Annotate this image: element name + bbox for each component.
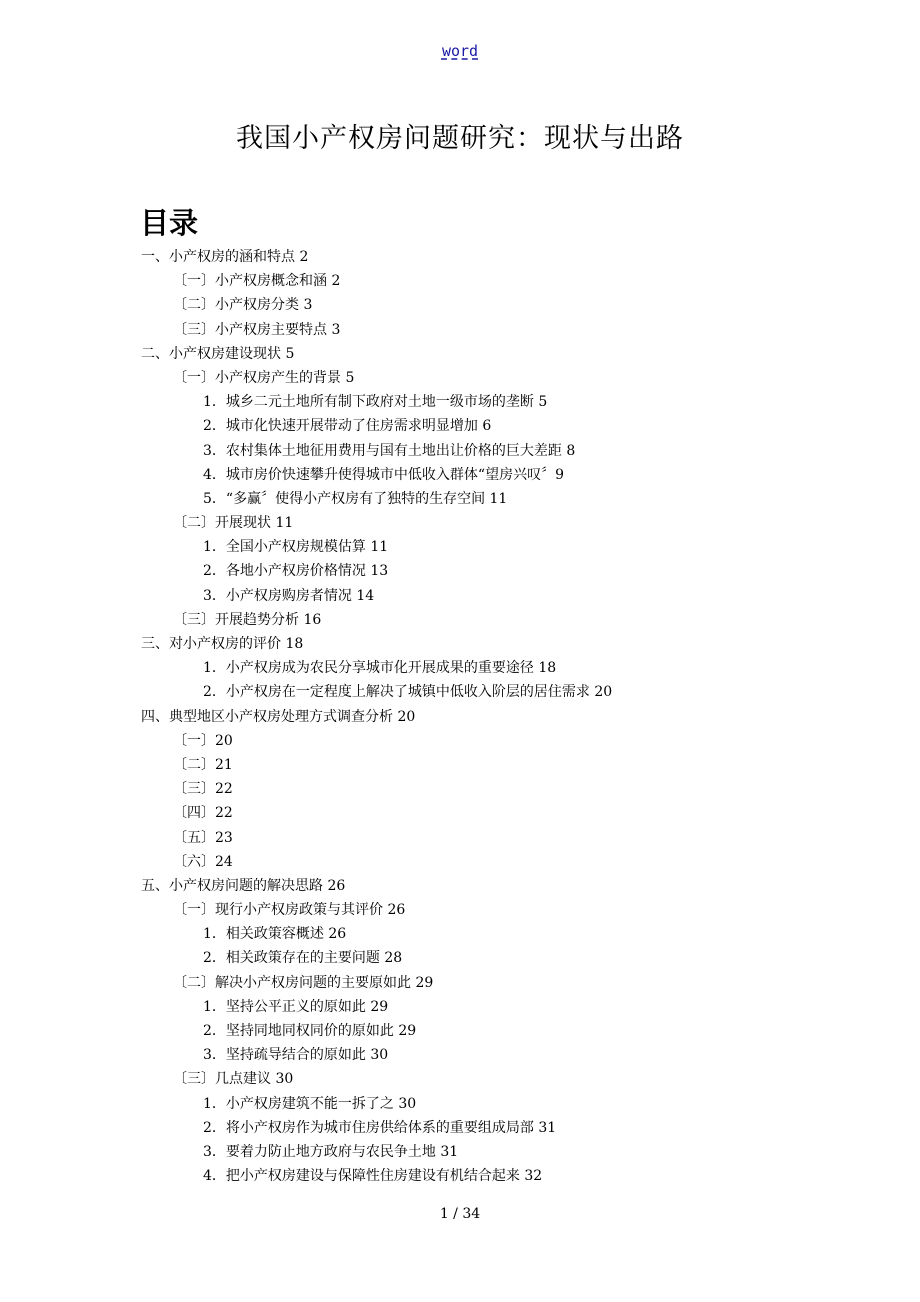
toc-entry-level-2[interactable]: 〔一〕20 xyxy=(173,732,233,749)
toc-entry-level-3[interactable]: 2．将小产权房作为城市住房供给体系的重要组成局部 31 xyxy=(203,1119,557,1136)
toc-entry-level-3[interactable]: 4．把小产权房建设与保障性住房建设有机结合起来 32 xyxy=(203,1168,543,1185)
toc-entry-level-3[interactable]: 1．坚持公平正义的原如此 29 xyxy=(203,998,389,1015)
toc-entry-level-3[interactable]: 2．相关政策存在的主要问题 28 xyxy=(203,950,403,967)
toc-entry-level-3[interactable]: 5．“多赢〞使得小产权房有了独特的生存空间 11 xyxy=(203,490,508,507)
table-of-contents xyxy=(0,245,920,1188)
toc-entry-level-2[interactable]: 〔三〕开展趋势分析 16 xyxy=(173,611,322,628)
toc-entry-level-1[interactable]: 四、典型地区小产权房处理方式调查分析 20 xyxy=(141,708,416,725)
toc-entry-level-2[interactable]: 〔一〕小产权房产生的背景 5 xyxy=(173,369,355,386)
toc-entry-level-3[interactable]: 1．小产权房建筑不能一拆了之 30 xyxy=(203,1095,417,1112)
toc-entry-level-2[interactable]: 〔二〕解决小产权房问题的主要原如此 29 xyxy=(173,974,434,991)
page-indicator: 1 / 34 xyxy=(439,1206,481,1222)
toc-entry-level-3[interactable]: 2．坚持同地同权同价的原如此 29 xyxy=(203,1023,417,1039)
toc-entry-level-2[interactable]: 〔一〕小产权房概念和涵 2 xyxy=(173,273,341,290)
toc-entry-level-2[interactable]: 〔三〕22 xyxy=(173,781,233,798)
toc-entry-level-3[interactable]: 3．坚持疏导结合的原如此 30 xyxy=(203,1047,389,1064)
toc-entry-level-3[interactable]: 2．各地小产权房价格情况 13 xyxy=(203,563,389,580)
toc-entry-level-3[interactable]: 3．小产权房购房者情况 14 xyxy=(203,587,375,604)
toc-entry-level-3[interactable]: 1．相关政策容概述 26 xyxy=(203,926,347,943)
toc-heading: 目录 xyxy=(140,206,199,240)
toc-entry-level-3[interactable]: 1．城乡二元土地所有制下政府对土地一级市场的垄断 5 xyxy=(203,394,548,411)
toc-entry-level-3[interactable]: 2．城市化快速开展带动了住房需求明显增加 6 xyxy=(203,418,492,435)
document-title: 我国小产权房问题研究：现状与出路 xyxy=(236,123,684,154)
toc-entry-level-1[interactable]: 一、小产权房的涵和特点 2 xyxy=(141,249,309,265)
toc-entry-level-1[interactable]: 五、小产权房问题的解决思路 26 xyxy=(141,877,346,894)
toc-entry-level-2[interactable]: 〔六〕24 xyxy=(173,853,233,870)
toc-entry-level-1[interactable]: 二、小产权房建设现状 5 xyxy=(141,345,295,362)
toc-entry-level-2[interactable]: 〔五〕23 xyxy=(173,829,233,846)
toc-entry-level-3[interactable]: 3．农村集体土地征用费用与国有土地出让价格的巨大差距 8 xyxy=(203,442,576,459)
header-word-link[interactable]: word xyxy=(441,42,479,60)
toc-entry-level-3[interactable]: 2．小产权房在一定程度上解决了城镇中低收入阶层的居住需求 20 xyxy=(203,684,613,701)
toc-entry-level-3[interactable]: 1．小产权房成为农民分享城市化开展成果的重要途径 18 xyxy=(203,660,557,677)
toc-entry-level-2[interactable]: 〔三〕小产权房主要特点 3 xyxy=(173,321,341,338)
toc-entry-level-3[interactable]: 1．全国小产权房规模估算 11 xyxy=(203,539,389,556)
toc-entry-level-2[interactable]: 〔一〕现行小产权房政策与其评价 26 xyxy=(173,902,406,919)
toc-entry-level-3[interactable]: 3．要着力防止地方政府与农民争土地 31 xyxy=(203,1143,459,1160)
toc-entry-level-2[interactable]: 〔四〕22 xyxy=(173,805,233,822)
toc-entry-level-3[interactable]: 4．城市房价快速攀升使得城市中低收入群体“望房兴叹〞9 xyxy=(203,466,564,483)
toc-entry-level-2[interactable]: 〔二〕开展现状 11 xyxy=(173,515,294,532)
toc-entry-level-2[interactable]: 〔二〕小产权房分类 3 xyxy=(173,297,313,314)
toc-entry-level-1[interactable]: 三、对小产权房的评价 18 xyxy=(141,636,304,652)
toc-entry-level-2[interactable]: 〔二〕21 xyxy=(173,756,233,773)
toc-entry-level-2[interactable]: 〔三〕几点建议 30 xyxy=(173,1071,294,1088)
